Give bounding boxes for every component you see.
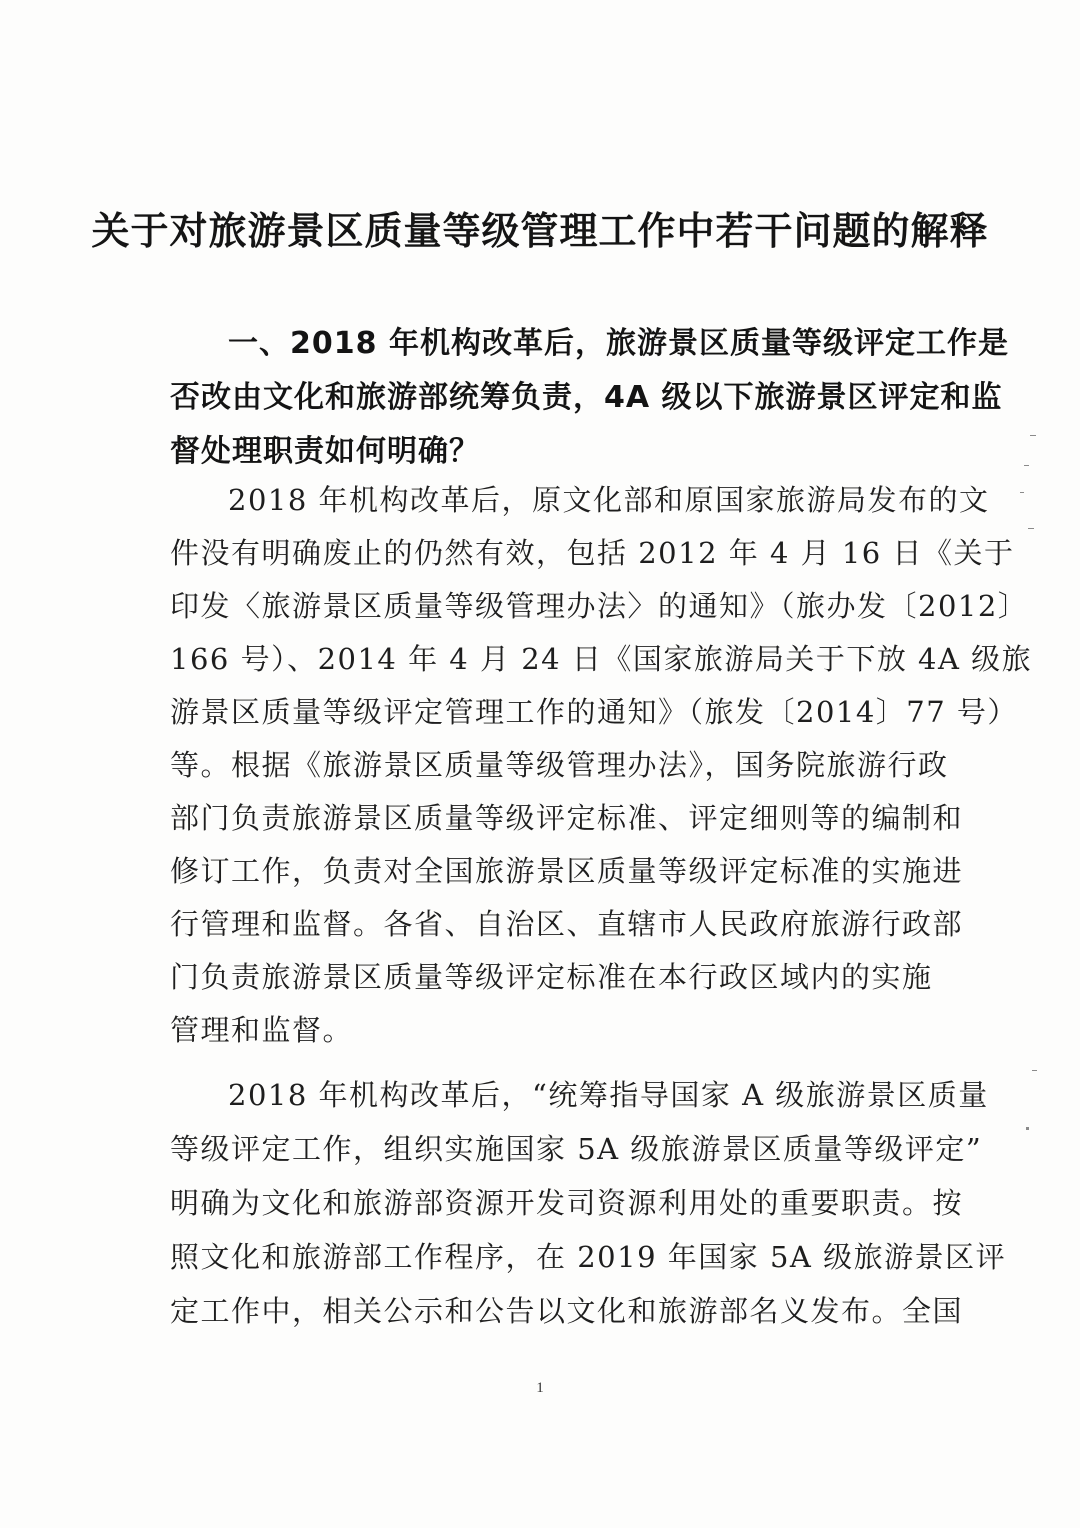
question-line-2: 否改由文化和旅游部统筹负责，4A 级以下旅游景区评定和监: [170, 380, 1003, 415]
document-title: 关于对旅游景区质量等级管理工作中若干问题的解释: [91, 208, 989, 253]
paragraph1-line-1: 2018 年机构改革后，原文化部和原国家旅游局发布的文: [228, 483, 990, 517]
scan-mark: [1030, 435, 1036, 436]
paragraph1-line-2: 件没有明确废止的仍然有效，包括 2012 年 4 月 16 日《关于: [170, 536, 1015, 570]
paragraph2-line-4: 照文化和旅游部工作程序，在 2019 年国家 5A 级旅游景区评: [170, 1240, 1007, 1274]
question-line-1: 一、2018 年机构改革后，旅游景区质量等级评定工作是: [228, 326, 1009, 361]
paragraph1-line-7: 部门负责旅游景区质量等级评定标准、评定细则等的编制和: [170, 801, 964, 835]
paragraph1-line-10: 门负责旅游景区质量等级评定标准在本行政区域内的实施: [170, 960, 933, 994]
scan-mark: [1020, 492, 1024, 493]
paragraph1-line-8: 修订工作，负责对全国旅游景区质量等级评定标准的实施进: [170, 854, 964, 888]
paragraph2-line-5: 定工作中，相关公示和公告以文化和旅游部名义发布。全国: [170, 1294, 964, 1328]
scan-mark: [1024, 465, 1029, 466]
paragraph1-line-4: 166 号）、2014 年 4 月 24 日《国家旅游局关于下放 4A 级旅: [170, 642, 1033, 676]
paragraph1-line-9: 行管理和监督。各省、自治区、直辖市人民政府旅游行政部: [170, 907, 964, 941]
page-number: 1: [536, 1380, 544, 1396]
scan-mark: [1026, 1127, 1029, 1130]
paragraph2-line-3: 明确为文化和旅游部资源开发司资源利用处的重要职责。按: [170, 1186, 964, 1220]
paragraph2-line-2: 等级评定工作，组织实施国家 5A 级旅游景区质量等级评定”: [170, 1132, 983, 1166]
paragraph1-line-11: 管理和监督。: [170, 1013, 354, 1047]
scan-mark: [1028, 528, 1034, 529]
paragraph1-line-3: 印发〈旅游景区质量等级管理办法〉的通知》（旅办发〔2012〕: [170, 589, 1029, 623]
paragraph1-line-5: 游景区质量等级评定管理工作的通知》（旅发〔2014〕77 号）: [170, 695, 1018, 729]
paragraph2-line-1: 2018 年机构改革后，“统筹指导国家 A 级旅游景区质量: [228, 1078, 989, 1112]
paragraph1-line-6: 等。根据《旅游景区质量等级管理办法》，国务院旅游行政: [170, 748, 949, 782]
question-line-3: 督处理职责如何明确？: [170, 434, 480, 469]
scan-mark: [1032, 1070, 1037, 1071]
